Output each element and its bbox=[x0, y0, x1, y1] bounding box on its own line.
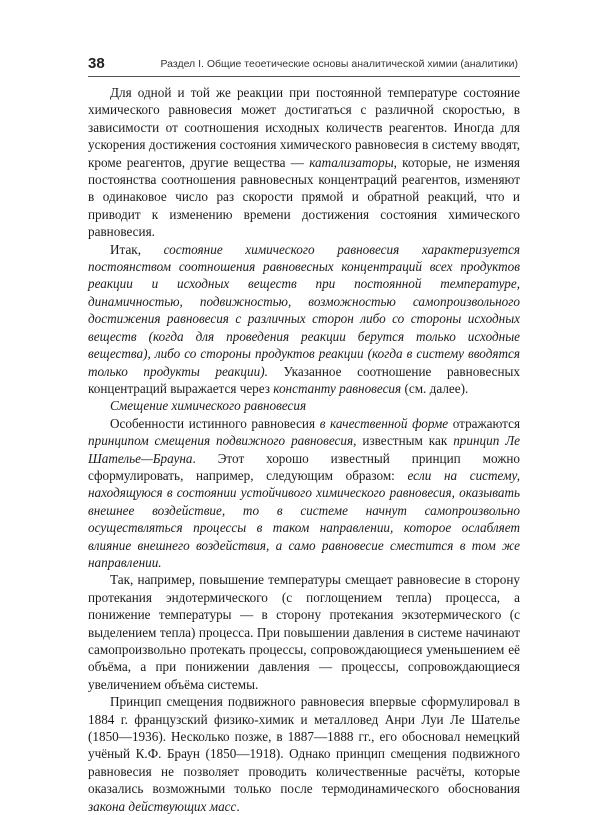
text-segment: Указанное соотношение равновесных концентраций выражается через bbox=[88, 363, 520, 396]
emphasis-qualitative: в качественной форме bbox=[319, 415, 449, 431]
term-le-chatelier-braun: принцип Ле Шателье—Брауна bbox=[88, 433, 521, 466]
text-segment: Принцип смещения подвижного равновесия впервые сформулировал в 1884 г. французский физико-химик и металловед Анри Луи Ле Шателье (1850—1936). Несколько позже, в 1887—1888 гг., его обосновал немецкий учёный К.Ф. Браун (1850—1918). Однако принцип смещения подвижного равновесия не позволяет проводить количественные расчёты, которые оказались возможными только после термодинамического обоснования bbox=[88, 694, 520, 797]
text-segment: , известным как bbox=[353, 433, 454, 449]
term-mass-action-law: закона действующих масс bbox=[88, 798, 237, 814]
text-segment: Для одной и той же реакции при постоянной температуре состояние химического равновесия может достигаться с различной скоростью, в зависимости от соотношения исходных количеств реагентов. Иногда для ускорения достижения состояния химического равновесия в систему вводят, кроме реагентов, другие вещества — bbox=[88, 85, 520, 170]
running-head: Раздел I. Общие теоетические основы аналитической химии (аналитики) bbox=[160, 58, 518, 70]
term-catalysts: катализаторы bbox=[309, 154, 394, 170]
text-segment: отражаются bbox=[448, 415, 521, 431]
page-header bbox=[88, 54, 520, 77]
text-segment: . Этот хорошо известный принцип можно сформулировать, например, следующим образом: bbox=[88, 450, 520, 483]
body-text bbox=[88, 84, 520, 815]
paragraph-equilibrium-rate bbox=[88, 84, 520, 241]
text-segment: , которые, не изменяя постоянства соотношения равновесных концентраций реагентов, изменяют в одинаковое число раз скорости прямой и обратной реакций, что и приводит к изменению времени достижения состояния химического равновесия. bbox=[88, 154, 520, 240]
text-segment: Итак, bbox=[110, 241, 164, 257]
text-segment: . bbox=[236, 798, 240, 814]
paragraph-temperature-pressure bbox=[88, 571, 520, 693]
text-segment: Так, например, повышение температуры смещает равновесие в сторону протекания эндотермического (с поглощением тепла) процесса, а понижение температуры — в сторону протекания экзотермического (с выделением тепла) процесса. При повышении давления в системе начинают самопроизвольно протекать процессы, сопровождающиеся уменьшением её объёма, а при понижении давления — процессы, сопровождающиеся увеличением объёма системы. bbox=[88, 572, 520, 692]
paragraph-history bbox=[88, 693, 520, 815]
paragraph-equilibrium-definition bbox=[88, 241, 520, 398]
page-number: 38 bbox=[88, 55, 105, 72]
paragraph-le-chatelier bbox=[88, 415, 520, 572]
section-subheading bbox=[88, 397, 520, 414]
text-segment: (см. далее). bbox=[401, 380, 469, 396]
principle-statement: если на систему, находящуюся в состоянии устойчивого химического равновесия, оказывать внешнее воздействие, то в системе начнут самопроизвольно осуществляться процессы в таком направлении, которое ослабляет влияние внешнего воздействия, а само равновесие сместится в том же направлении. bbox=[88, 467, 520, 570]
subheading-text: Смещение химического равновесия bbox=[110, 398, 307, 414]
definition-italic: состояние химического равновесия характеризуется постоянством соотношения равновесных концентраций всех продуктов реакции и исходных веществ при постоянной температуре, динамичностью, подвижностью, возможностью самопроизвольного достижения равновесия с различных сторон либо со стороны исходных веществ (когда для проведения реакции берутся только исходные вещества), либо со стороны продуктов реакции (когда в систему вводятся только продукты реакции). bbox=[88, 241, 520, 379]
term-equilibrium-constant: константу равновесия bbox=[273, 380, 402, 396]
text-segment: Особенности истинного равновесия bbox=[110, 415, 320, 431]
term-shift-principle: принципом смещения подвижного равновесия bbox=[88, 433, 354, 449]
